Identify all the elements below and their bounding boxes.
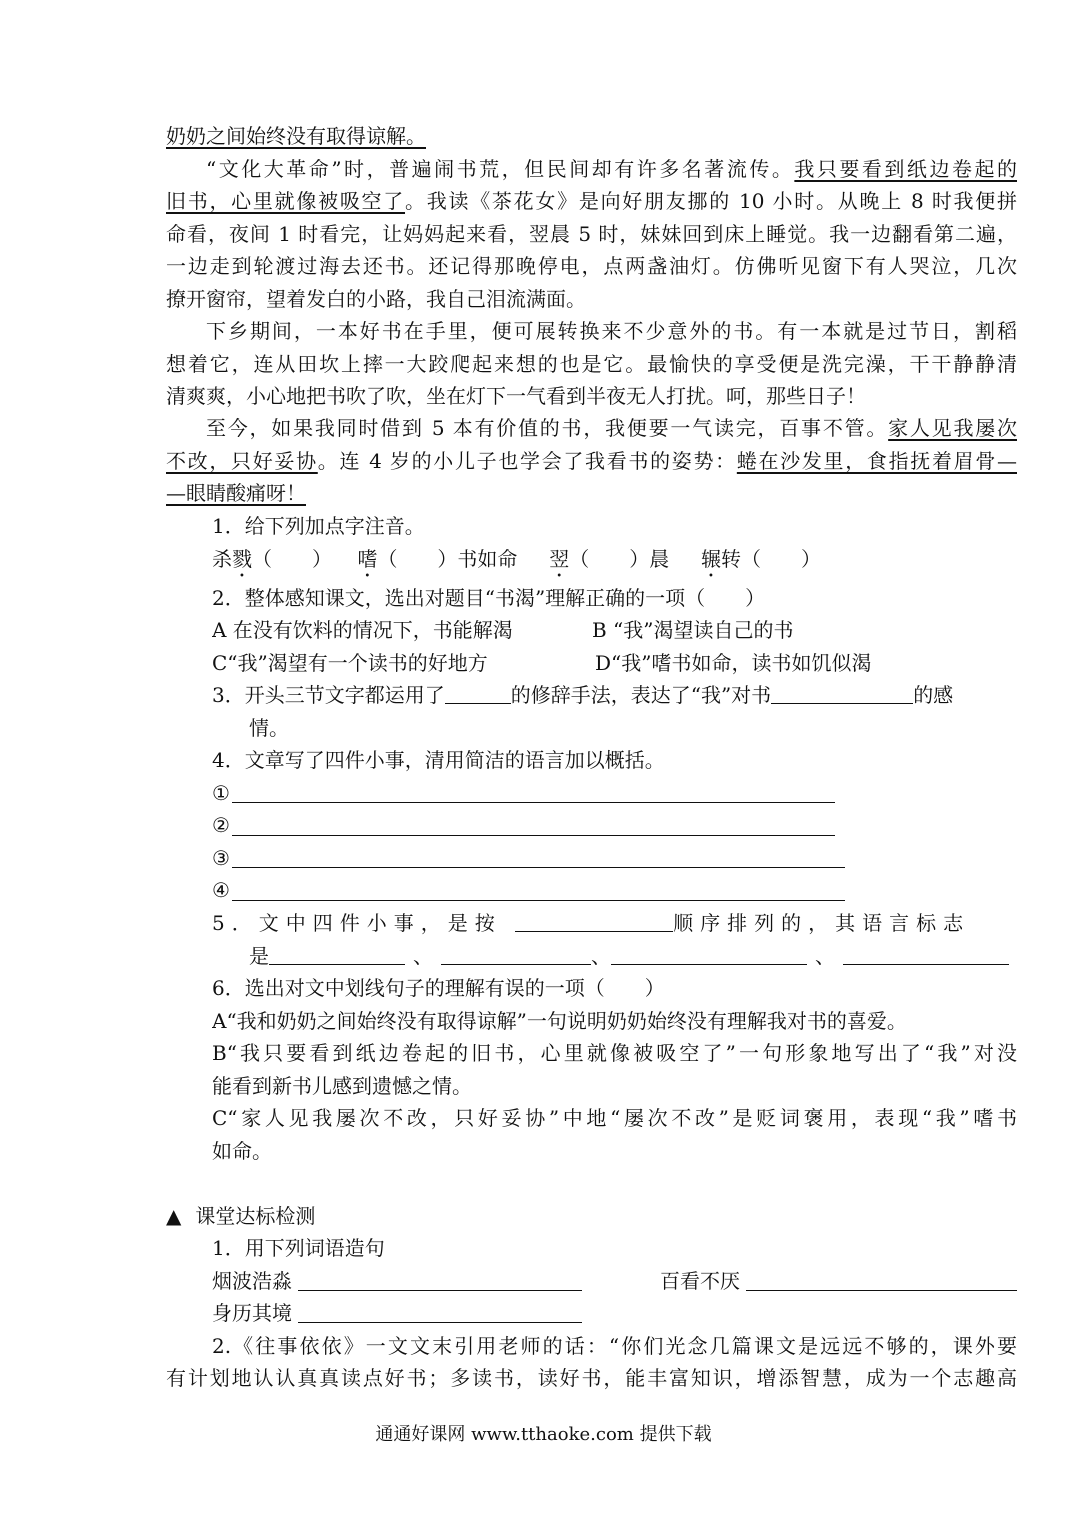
passage-line: 想着它，连从田坎上摔一大跤爬起来想的也是它。最愉快的享受便是洗完澡，干干静静清 — [166, 352, 1017, 376]
question-3 — [212, 679, 1017, 711]
passage-line: 命看，夜间 1 时看完，让妈妈起来看，翌晨 5 时，妹妹回到床上睡觉。我一边翻看第二遍， — [166, 222, 1017, 246]
question-5-cont — [249, 940, 1017, 972]
answer-line[interactable] — [746, 1290, 1017, 1291]
underlined-sentence: 蜷在沙发里，食指抚着眉骨— — [736, 449, 1017, 473]
dotted-char: 戮 — [232, 547, 252, 571]
question-5 — [212, 907, 1017, 939]
answer-blank[interactable] — [843, 942, 1009, 965]
underlined-sentence: 奶奶之间始终没有取得谅解。 — [166, 124, 426, 148]
circled-number: ④ — [212, 878, 230, 902]
option-c[interactable]: C“家人见我屡次不改，只好妥协”中地“屡次不改”是贬词褒用，表现“我”嗜书 — [212, 1106, 1017, 1130]
option-d[interactable]: D“我”嗜书如命，读书如饥似渴 — [595, 651, 872, 675]
answer-blank[interactable] — [611, 942, 807, 965]
pinyin-blank[interactable]: （ ）书如命 — [377, 547, 518, 571]
answer-blank[interactable] — [771, 681, 913, 704]
answer-blank[interactable] — [445, 681, 511, 704]
dotted-char: 嗜 — [357, 547, 378, 571]
passage-line — [166, 185, 1017, 217]
text: 。连 4 岁的小儿子也学会了我看书的姿势： — [317, 449, 737, 473]
circled-number: ③ — [212, 846, 230, 870]
text: 下乡期间，一本好书在手里，便可展转换来不少意外的书。有一本就是过节日，割稻 — [206, 319, 1017, 343]
answer-line[interactable] — [298, 1290, 582, 1291]
answer-line[interactable] — [232, 835, 835, 836]
option-b-cont: 能看到新书儿感到遗憾之情。 — [212, 1074, 472, 1098]
word-3: 身历其境 — [212, 1301, 292, 1325]
underlined-sentence: —眼睛酸痛呀！ — [166, 481, 306, 505]
question-3-cont: 情。 — [249, 716, 289, 740]
triangle-icon: ▲ — [166, 1204, 182, 1228]
answer-blank[interactable] — [441, 942, 591, 965]
passage-line — [166, 445, 1017, 477]
section-title: 课堂达标检测 — [195, 1204, 316, 1228]
answer-blank[interactable] — [269, 942, 405, 965]
pinyin-blank[interactable]: （ ） — [252, 547, 332, 571]
circled-number: ① — [212, 781, 230, 805]
option-a[interactable]: A 在没有饮料的情况下，书能解渴 — [212, 618, 513, 642]
text: 5．文中四件小事，是按 — [212, 911, 502, 935]
passage-line: 撩开窗帘，望着发白的小路，我自己泪流满面。 — [166, 287, 586, 311]
text: 至今，如果我同时借到 5 本有价值的书，我便要一气读完，百事不管。 — [206, 416, 889, 440]
underlined-sentence: 我只要看到纸边卷起的 — [794, 157, 1017, 181]
question-6-stem: 6．选出对文中划线句子的理解有误的一项（ ） — [212, 976, 665, 1000]
exercise-1-stem: 1．用下列词语造句 — [212, 1236, 385, 1260]
answer-line[interactable] — [232, 900, 845, 901]
passage-line — [166, 412, 1017, 444]
separator: 、 — [591, 944, 611, 968]
underlined-sentence: 旧书，心里就像被吸空了 — [166, 189, 406, 213]
page-footer: 通通好课网 www.tthaoke.com 提供下载 — [375, 1424, 712, 1445]
option-b[interactable]: B “我”渴望读自己的书 — [592, 618, 794, 642]
answer-line[interactable] — [232, 802, 835, 803]
underlined-sentence: 家人见我屡次 — [888, 416, 1017, 440]
underlined-sentence: 不改，只好妥协 — [166, 449, 318, 473]
passage-line — [166, 153, 1017, 185]
question-2-stem: 2．整体感知课文，选出对题目“书渴”理解正确的一项（ ） — [212, 586, 766, 610]
answer-blank[interactable] — [515, 909, 673, 932]
text: 3．开头三节文字都运用了 — [212, 683, 445, 707]
separator: 、 — [815, 944, 835, 968]
dotted-char: 辗 — [701, 547, 722, 571]
exercise-2-line: 有计划地认认真真读点好书；多读书，读好书，能丰富知识，增添智慧，成为一个志趣高 — [166, 1366, 1017, 1390]
word-2: 百看不厌 — [660, 1269, 740, 1293]
char: 杀 — [212, 547, 232, 571]
pinyin-blank[interactable]: （ ）晨 — [569, 547, 670, 571]
passage-line: 一边走到轮渡过海去还书。还记得那晚停电，点两盏油灯。仿佛听见窗下有人哭泣，几次 — [166, 254, 1017, 278]
separator: 、 — [413, 944, 433, 968]
question-1-items — [212, 543, 1017, 582]
passage-line: 清爽爽，小心地把书吹了吹，坐在灯下一气看到半夜无人打扰。呵，那些日子！ — [166, 384, 866, 408]
passage-line — [166, 120, 1017, 152]
option-b[interactable]: B“我只要看到纸边卷起的旧书，心里就像被吸空了”一句形象地写出了“我”对没 — [212, 1041, 1017, 1065]
answer-line[interactable] — [232, 867, 845, 868]
question-1-stem: 1．给下列加点字注音。 — [212, 514, 425, 538]
text: 。我读《茶花女》是向好朋友挪的 10 小时。从晚上 8 时我便拼 — [405, 189, 1017, 213]
exercise-2-line: 2.《往事依依》一文文末引用老师的话：“你们光念几篇课文是远远不够的，课外要 — [212, 1334, 1017, 1358]
dotted-char: 翌 — [549, 547, 570, 571]
text: 的修辞手法，表达了“我”对书 — [510, 683, 772, 707]
circled-number: ② — [212, 813, 230, 837]
option-c-cont: 如命。 — [212, 1139, 272, 1163]
passage-line — [166, 315, 1017, 347]
text: 是 — [249, 944, 269, 968]
passage-line — [166, 477, 1017, 509]
option-c[interactable]: C“我”渴望有一个读书的好地方 — [212, 651, 488, 675]
question-4-stem: 4．文章写了四件小事，清用简洁的语言加以概括。 — [212, 748, 665, 772]
text: “文化大革命”时，普遍闹书荒，但民间却有许多名著流传。 — [206, 157, 795, 181]
option-a[interactable]: A“我和奶奶之间始终没有取得谅解”一句说明奶奶始终没有理解我对书的喜爱。 — [212, 1009, 907, 1033]
answer-line[interactable] — [298, 1322, 582, 1323]
word-1: 烟波浩淼 — [212, 1269, 292, 1293]
text: 顺序排列的，其语言标志 — [673, 911, 971, 935]
text: 的感 — [913, 683, 954, 707]
section-heading — [166, 1200, 566, 1232]
pinyin-blank[interactable]: 转（ ） — [721, 547, 822, 571]
